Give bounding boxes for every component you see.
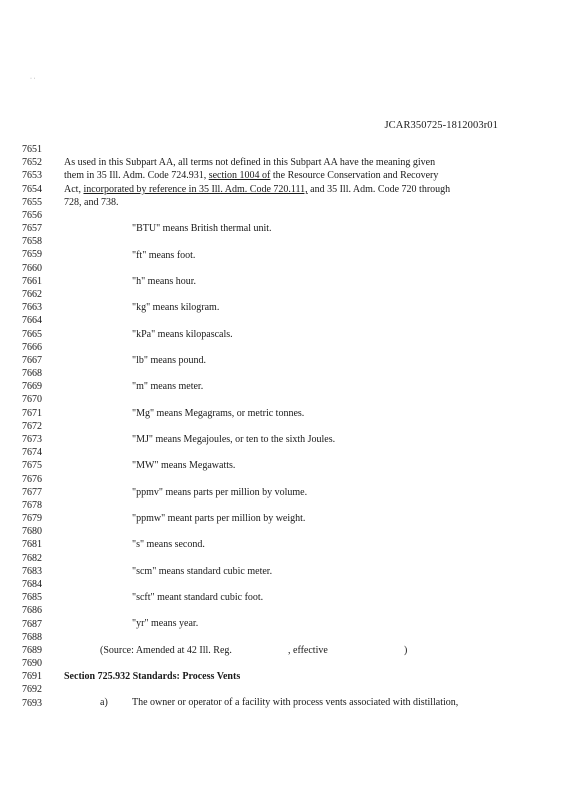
item-a-text: The owner or operator of a facility with process vents associated with distillation,	[132, 697, 459, 708]
line-number: 7667	[22, 354, 42, 366]
definition-item: "h" means hour.	[132, 276, 196, 287]
line-number: 7693	[22, 697, 42, 709]
intro-line-3-a: Act,	[64, 184, 84, 195]
line-number: 7689	[22, 644, 42, 656]
line-number: 7690	[22, 658, 42, 669]
line-number: 7656	[22, 209, 42, 221]
intro-line-2-underlined: section 1004 of	[208, 170, 271, 181]
intro-line-2-b: the Resource Conservation and Recovery	[270, 170, 439, 181]
line-number: 7658	[22, 236, 42, 248]
line-number: 7669	[22, 381, 42, 393]
line-number: 7676	[22, 473, 42, 485]
line-number: 7675	[22, 460, 42, 472]
definition-item: "Mg" means Megagrams, or metric tonnes.	[132, 408, 305, 419]
line-number: 7685	[22, 592, 42, 604]
line-number: 7679	[22, 513, 42, 524]
intro-line-3-b: and 35 Ill. Adm. Code 720 through	[307, 184, 451, 195]
document-code: JCAR350725-1812003r01	[384, 120, 498, 131]
line-number: 7687	[22, 618, 42, 630]
line-number: 7673	[22, 434, 42, 445]
line-number: 7674	[22, 447, 42, 459]
intro-line-1: As used in this Subpart AA, all terms not defined in this Subpart AA have the meaning given	[64, 157, 436, 168]
item-a-marker: a)	[100, 697, 108, 708]
line-number: 7692	[22, 684, 42, 696]
line-number: 7670	[22, 394, 42, 406]
line-number: 7657	[22, 223, 42, 235]
line-number: 7686	[22, 605, 42, 617]
intro-line-4: 728, and 738.	[64, 197, 119, 208]
line-number: 7668	[22, 368, 42, 380]
line-number: 7683	[22, 565, 42, 577]
line-number: 7663	[22, 302, 42, 314]
definition-item: "scm" means standard cubic meter.	[132, 566, 273, 577]
definition-item: "kPa" means kilopascals.	[132, 329, 233, 340]
line-number: 7665	[22, 328, 42, 340]
source-note-open: (Source: Amended at 42 Ill. Reg.	[100, 645, 232, 656]
intro-line-2	[64, 170, 438, 182]
definition-item: "MJ" means Megajoules, or ten to the sixth Joules.	[132, 434, 336, 445]
line-number: 7681	[22, 539, 42, 551]
line-number: 7661	[22, 275, 42, 287]
line-number: 7659	[22, 249, 42, 261]
intro-line-3-underlined: incorporated by reference in 35 Ill. Adm. Code 720.111,	[83, 184, 308, 195]
line-number: 7662	[22, 289, 42, 300]
scan-marks: · ·	[30, 76, 36, 82]
line-number: 7652	[22, 157, 42, 169]
intro-line-2-a: them in 35 Ill. Adm. Code 724.931,	[64, 170, 209, 181]
definition-item: "m" means meter.	[132, 381, 204, 392]
line-number: 7671	[22, 407, 42, 419]
line-number: 7653	[22, 170, 42, 182]
section-heading: Section 725.932 Standards: Process Vents	[64, 671, 241, 682]
definition-item: "ppmw" meant parts per million by weight.	[132, 513, 306, 524]
line-number: 7677	[22, 486, 42, 498]
intro-line-3	[64, 184, 450, 196]
definition-item: "yr" means year.	[132, 618, 199, 629]
line-number: 7660	[22, 262, 42, 274]
line-number: 7678	[22, 499, 42, 511]
line-number: 7680	[22, 526, 42, 538]
line-number: 7651	[22, 144, 42, 155]
line-number: 7666	[22, 341, 42, 353]
definition-item: "ft" means foot.	[132, 250, 196, 261]
line-number: 7688	[22, 631, 42, 643]
definition-item: "ppmv" means parts per million by volume.	[132, 487, 308, 498]
source-note-close: )	[404, 645, 408, 656]
line-number: 7672	[22, 420, 42, 432]
line-number: 7664	[22, 315, 42, 327]
line-number: 7682	[22, 552, 42, 564]
line-number: 7654	[22, 183, 42, 195]
line-number: 7691	[22, 671, 42, 683]
line-number: 7655	[22, 196, 42, 208]
definition-item: "BTU" means British thermal unit.	[132, 223, 272, 234]
source-note-effective: , effective	[288, 645, 328, 656]
definition-item: "s" means second.	[132, 539, 205, 550]
line-number: 7684	[22, 578, 42, 590]
definition-item: "lb" means pound.	[132, 355, 206, 366]
definition-item: "MW" means Megawatts.	[132, 460, 236, 471]
definition-item: "scft" meant standard cubic foot.	[132, 592, 264, 603]
definition-item: "kg" means kilogram.	[132, 302, 220, 313]
